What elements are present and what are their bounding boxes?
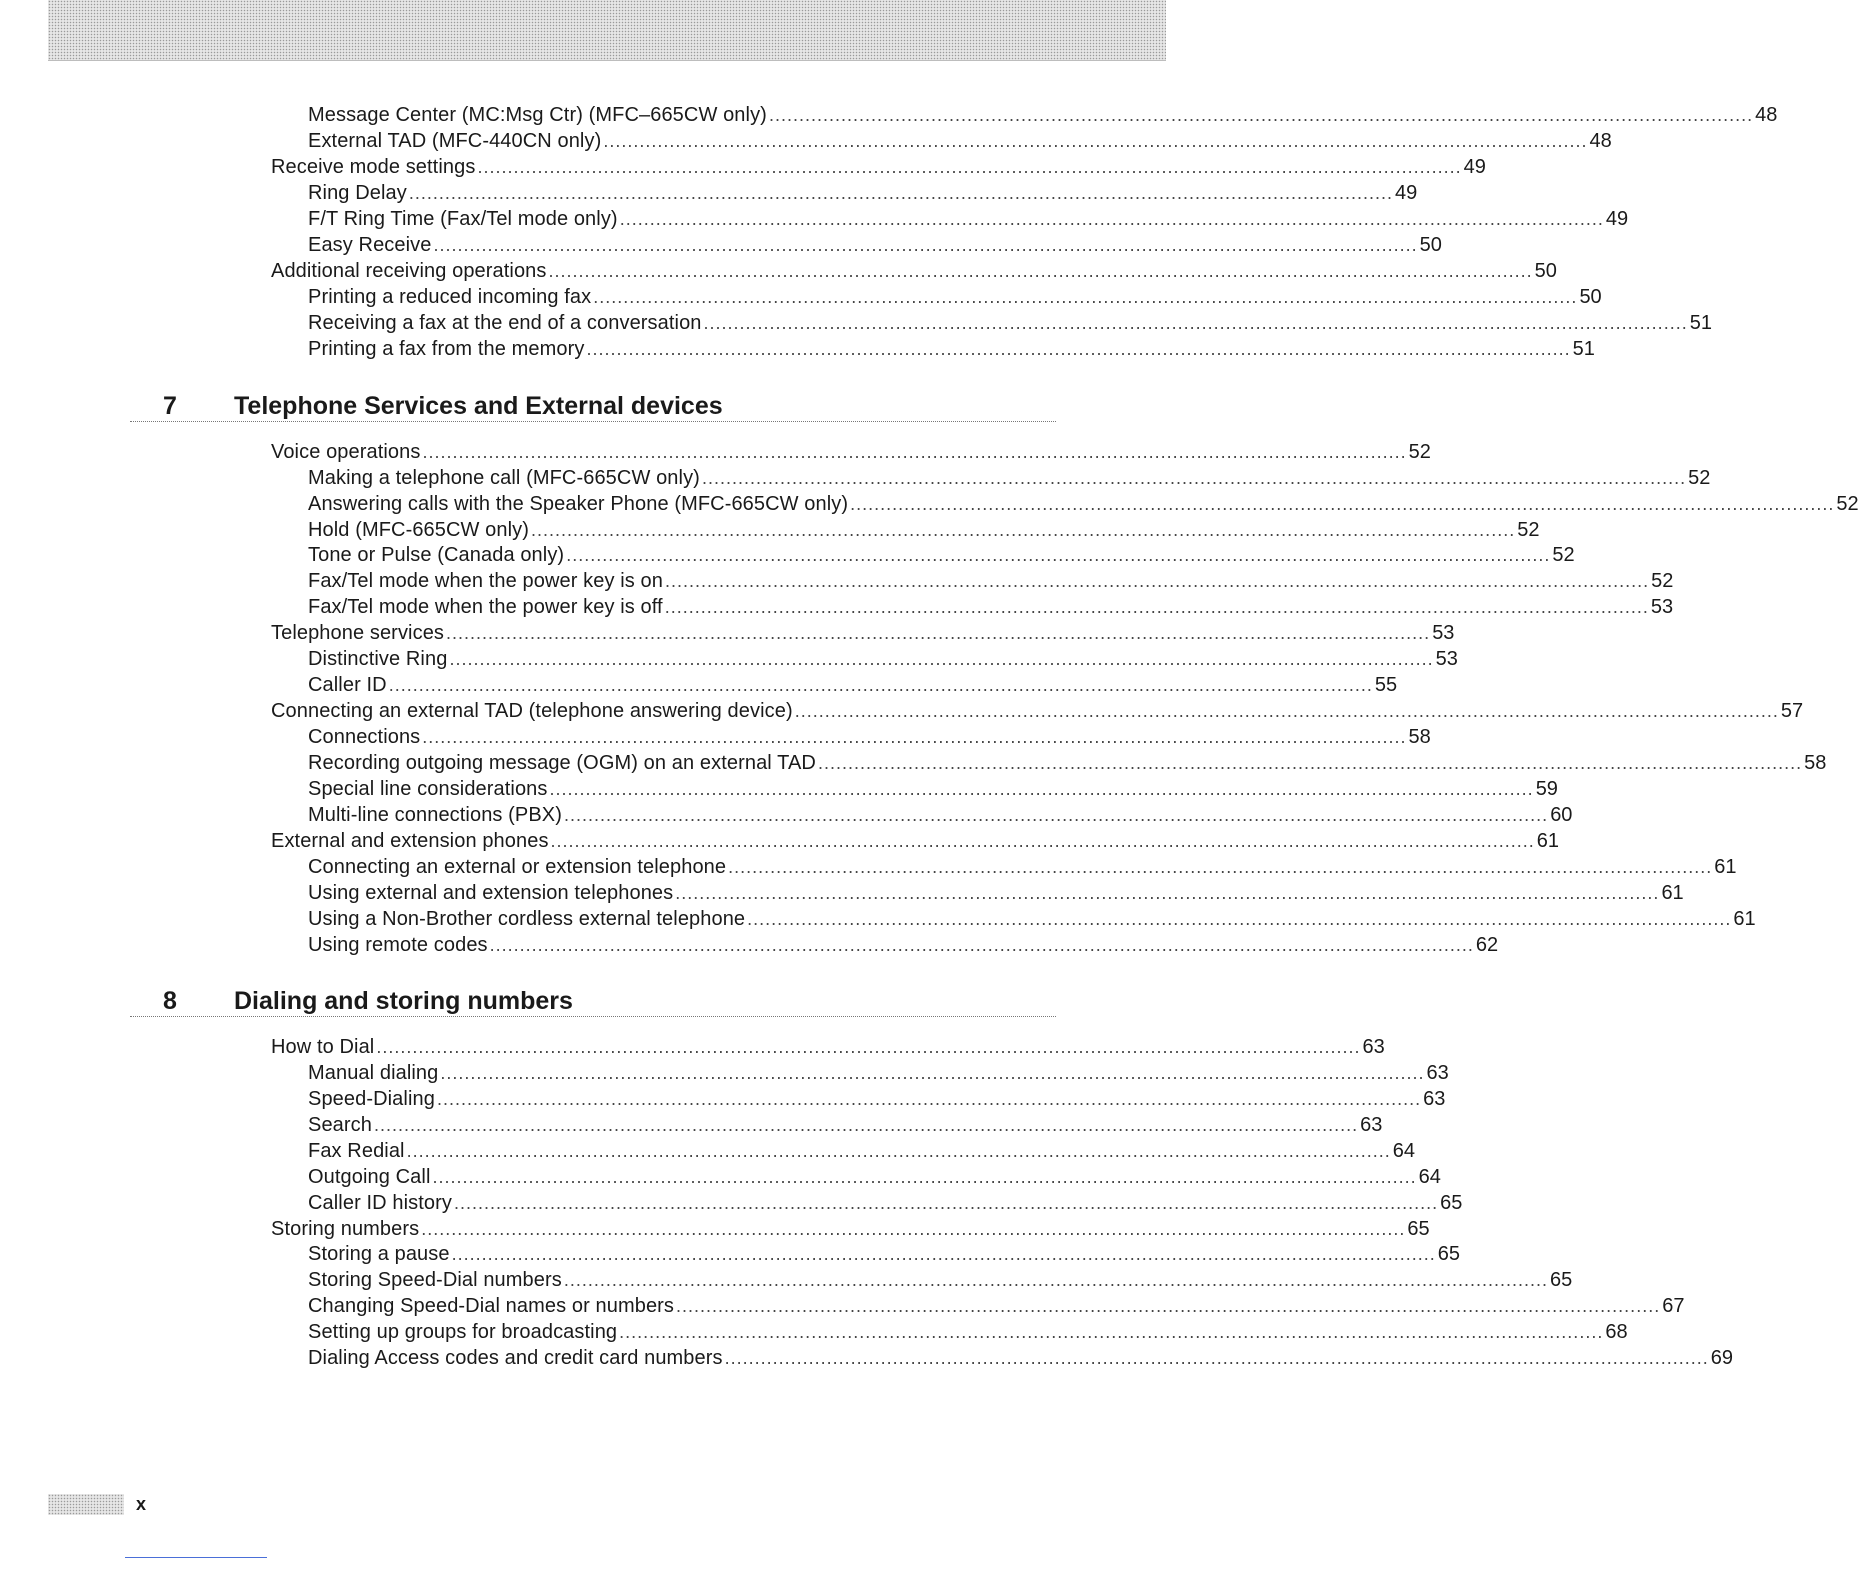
toc-entry[interactable] <box>271 1216 1430 1242</box>
dot-leader: .................................................................................................................................................................... <box>449 649 1434 669</box>
toc-entry[interactable] <box>308 1138 1416 1164</box>
dot-leader: .................................................................................................................................................................... <box>531 520 1516 540</box>
toc-entry-label: Easy Receive <box>308 234 432 256</box>
toc-entry-label: External TAD (MFC-440CN only) <box>308 130 602 152</box>
dot-leader: .................................................................................................................................................................... <box>701 468 1687 488</box>
toc-entry-label: Multi-line connections (PBX) <box>308 804 563 826</box>
toc-entry-page: 58 <box>1804 752 1827 774</box>
dot-leader: .................................................................................................................................................................... <box>603 131 1588 151</box>
toc-entry-page: 68 <box>1605 1321 1628 1343</box>
dot-leader: .................................................................................................................................................................... <box>850 494 1835 514</box>
toc-entry-page: 65 <box>1407 1218 1430 1240</box>
toc-entry-label: Voice operations <box>271 441 421 463</box>
dot-leader: .................................................................................................................................................................... <box>549 779 1534 799</box>
toc-entry-label: Hold (MFC-665CW only) <box>308 519 530 541</box>
toc-entry-label: Telephone services <box>271 622 445 644</box>
dot-leader: .................................................................................................................................................................... <box>563 1270 1549 1290</box>
toc-entry[interactable] <box>308 1345 1734 1371</box>
toc-entry-page: 57 <box>1780 700 1804 722</box>
toc-entry-page: 49 <box>1395 182 1418 204</box>
toc-entry[interactable] <box>308 1319 1628 1345</box>
toc-entry-page: 61 <box>1536 830 1559 852</box>
toc-entry-page: 48 <box>1755 104 1778 126</box>
toc-entry-label: Connecting an external TAD (telephone answering device) <box>271 700 793 722</box>
dot-leader: .................................................................................................................................................................... <box>675 883 1660 903</box>
dot-leader: .................................................................................................................................................................... <box>665 571 1650 591</box>
toc-entry-page: 65 <box>1550 1269 1573 1291</box>
toc-entry-label: Storing a pause <box>308 1243 450 1265</box>
toc-entry-page: 63 <box>1362 1036 1385 1058</box>
toc-entry[interactable] <box>308 776 1558 802</box>
toc-entry[interactable] <box>308 672 1398 698</box>
toc-entry-page: 60 <box>1550 804 1573 826</box>
toc-entry[interactable] <box>308 1267 1573 1293</box>
toc-entry-label: Printing a fax from the memory <box>308 338 585 360</box>
dot-leader: .................................................................................................................................................................... <box>593 287 1578 307</box>
toc-entry[interactable] <box>308 646 1458 672</box>
toc-entry-page: 53 <box>1432 622 1455 644</box>
toc-entry-page: 52 <box>1517 519 1540 541</box>
toc-entry[interactable] <box>308 1241 1461 1267</box>
dot-leader: .................................................................................................................................................................... <box>724 1348 1709 1368</box>
dot-leader: .................................................................................................................................................................... <box>564 805 1549 825</box>
toc-entry[interactable] <box>271 698 1804 724</box>
toc-entry-page: 49 <box>1463 156 1486 178</box>
dot-leader: .................................................................................................................................................................... <box>436 1089 1422 1109</box>
toc-entry-page: 63 <box>1423 1088 1446 1110</box>
toc-entry-page: 59 <box>1535 778 1558 800</box>
toc-entry-label: Storing Speed-Dial numbers <box>308 1269 562 1291</box>
toc-entry-label: Using remote codes <box>308 934 488 956</box>
toc-entry[interactable] <box>308 542 1575 568</box>
toc-entry-page: 52 <box>1836 493 1859 515</box>
toc-entry[interactable] <box>308 232 1442 258</box>
chapter-heading[interactable] <box>130 391 1056 422</box>
toc-entry-page: 50 <box>1534 260 1557 282</box>
dot-leader: .................................................................................................................................................................... <box>440 1063 1425 1083</box>
toc-entry[interactable] <box>308 336 1595 362</box>
toc-entry[interactable] <box>308 854 1737 880</box>
toc-entry-label: Storing numbers <box>271 1218 420 1240</box>
toc-entry-page: 51 <box>1689 312 1712 334</box>
toc-entry-label: Speed-Dialing <box>308 1088 435 1110</box>
dot-leader: .................................................................................................................................................................... <box>728 857 1713 877</box>
toc-entry-label: Dialing Access codes and credit card numbers <box>308 1347 723 1369</box>
toc-entry-page: 53 <box>1435 648 1458 670</box>
toc-entry-label: Connecting an external or extension telephone <box>308 856 727 878</box>
toc-entry-label: Receive mode settings <box>271 156 476 178</box>
toc-entry[interactable] <box>308 1164 1441 1190</box>
dot-leader: .................................................................................................................................................................... <box>664 597 1649 617</box>
dot-leader: .................................................................................................................................................................... <box>373 1115 1359 1135</box>
toc-entry[interactable] <box>308 1293 1685 1319</box>
toc-entry-page: 64 <box>1418 1166 1441 1188</box>
toc-entry[interactable] <box>271 828 1559 854</box>
toc-entry-label: Fax/Tel mode when the power key is off <box>308 596 663 618</box>
toc-entry[interactable] <box>271 258 1557 284</box>
dot-leader: .................................................................................................................................................................... <box>619 1322 1604 1342</box>
toc-entry[interactable] <box>308 906 1756 932</box>
toc-entry-page: 69 <box>1710 1347 1734 1369</box>
toc-entry[interactable] <box>308 206 1629 232</box>
dot-leader: .................................................................................................................................................................... <box>453 1193 1439 1213</box>
chapter-title: Dialing and storing numbers <box>234 987 573 1015</box>
dot-leader: .................................................................................................................................................................... <box>406 1141 1391 1161</box>
toc-entry[interactable] <box>308 128 1612 154</box>
toc-entry[interactable] <box>308 880 1684 906</box>
toc-entry-label: Connections <box>308 726 421 748</box>
dot-leader: .................................................................................................................................................................... <box>433 235 1418 255</box>
toc-entry-label: Receiving a fax at the end of a conversation <box>308 312 702 334</box>
toc-entry-page: 49 <box>1605 208 1629 230</box>
dot-leader: .................................................................................................................................................................... <box>548 261 1533 281</box>
toc-entry[interactable] <box>308 802 1573 828</box>
toc-entry[interactable] <box>271 1034 1385 1060</box>
header-pattern-band <box>48 0 1166 61</box>
toc-entry[interactable] <box>308 1112 1383 1138</box>
dot-leader: .................................................................................................................................................................... <box>421 1219 1406 1239</box>
toc-entry-label: External and extension phones <box>271 830 549 852</box>
toc-entry[interactable] <box>308 1190 1463 1216</box>
dot-leader: .................................................................................................................................................................... <box>703 313 1688 333</box>
toc-entry[interactable] <box>308 568 1674 594</box>
toc-entry-page: 50 <box>1419 234 1442 256</box>
toc-entry[interactable] <box>308 750 1827 776</box>
toc-entry-page: 63 <box>1360 1114 1383 1136</box>
dot-leader: .................................................................................................................................................................... <box>747 909 1732 929</box>
dot-leader: .................................................................................................................................................................... <box>376 1037 1361 1057</box>
toc-entry-page: 50 <box>1579 286 1602 308</box>
dot-leader: .................................................................................................................................................................... <box>619 209 1604 229</box>
dot-leader: .................................................................................................................................................................... <box>794 701 1779 721</box>
dot-leader: .................................................................................................................................................................... <box>477 157 1462 177</box>
toc-entry-label: Additional receiving operations <box>271 260 547 282</box>
toc-entry-label: F/T Ring Time (Fax/Tel mode only) <box>308 208 618 230</box>
dot-leader: .................................................................................................................................................................... <box>446 623 1431 643</box>
dot-leader: .................................................................................................................................................................... <box>566 545 1551 565</box>
toc-entry-label: Ring Delay <box>308 182 407 204</box>
toc-entry-page: 65 <box>1440 1192 1463 1214</box>
dot-leader: .................................................................................................................................................................... <box>586 339 1571 359</box>
toc-entry[interactable] <box>308 180 1418 206</box>
toc-entry-label: Caller ID <box>308 674 387 696</box>
toc-entry-page: 48 <box>1589 130 1612 152</box>
toc-entry-page: 55 <box>1374 674 1398 696</box>
toc-entry-page: 61 <box>1661 882 1684 904</box>
toc-entry[interactable] <box>308 1060 1449 1086</box>
toc-entry-label: Special line considerations <box>308 778 548 800</box>
footer-pattern-block <box>48 1494 124 1515</box>
toc-entry-label: Tone or Pulse (Canada only) <box>308 544 565 566</box>
toc-entry-page: 65 <box>1437 1243 1461 1265</box>
toc-entry[interactable] <box>308 284 1602 310</box>
toc-entry[interactable] <box>308 491 1859 517</box>
toc-entry-page: 64 <box>1392 1140 1416 1162</box>
chapter-title: Telephone Services and External devices <box>234 392 723 420</box>
toc-entry[interactable] <box>308 310 1712 336</box>
toc-entry-label: Outgoing Call <box>308 1166 431 1188</box>
toc-entry[interactable] <box>308 102 1778 128</box>
toc-entry-page: 52 <box>1408 441 1431 463</box>
toc-entry[interactable] <box>271 439 1431 465</box>
chapter-number: 8 <box>163 987 177 1015</box>
toc-entry-label: Setting up groups for broadcasting <box>308 1321 618 1343</box>
footer-rule <box>125 1557 267 1558</box>
toc-entry-page: 52 <box>1552 544 1575 566</box>
dot-leader: .................................................................................................................................................................... <box>489 935 1474 955</box>
page-number: x <box>136 1494 147 1514</box>
toc-entry-label: Changing Speed-Dial names or numbers <box>308 1295 675 1317</box>
toc-entry-label: Answering calls with the Speaker Phone (MFC-665CW only) <box>308 493 849 515</box>
toc-entry-page: 61 <box>1714 856 1737 878</box>
toc-entry[interactable] <box>308 932 1499 958</box>
dot-leader: .................................................................................................................................................................... <box>422 442 1407 462</box>
toc-entry-page: 51 <box>1572 338 1595 360</box>
toc-entry-label: Using external and extension telephones <box>308 882 674 904</box>
toc-entry-page: 52 <box>1651 570 1674 592</box>
toc-entry-label: Manual dialing <box>308 1062 439 1084</box>
toc-entry-label: Caller ID history <box>308 1192 452 1214</box>
toc-entry[interactable] <box>308 1086 1446 1112</box>
toc-entry[interactable] <box>271 620 1455 646</box>
toc-entry[interactable] <box>308 517 1540 543</box>
toc-entry-label: Fax/Tel mode when the power key is on <box>308 570 663 592</box>
dot-leader: .................................................................................................................................................................... <box>768 105 1754 125</box>
dot-leader: .................................................................................................................................................................... <box>676 1296 1661 1316</box>
toc-entry-page: 67 <box>1662 1295 1685 1317</box>
toc-entry-page: 53 <box>1650 596 1674 618</box>
chapter-heading[interactable] <box>130 986 1056 1017</box>
dot-leader: .................................................................................................................................................................... <box>432 1167 1417 1187</box>
dot-leader: .................................................................................................................................................................... <box>408 183 1393 203</box>
toc-entry-label: Printing a reduced incoming fax <box>308 286 592 308</box>
toc-entry-label: Fax Redial <box>308 1140 405 1162</box>
toc-entry-label: Recording outgoing message (OGM) on an external TAD <box>308 752 816 774</box>
toc-entry-label: Using a Non-Brother cordless external telephone <box>308 908 746 930</box>
chapter-number: 7 <box>163 392 177 420</box>
toc-entry[interactable] <box>308 594 1674 620</box>
toc-entry-label: Distinctive Ring <box>308 648 448 670</box>
toc-entry-page: 63 <box>1426 1062 1449 1084</box>
toc-entry-page: 61 <box>1733 908 1756 930</box>
toc-entry-page: 58 <box>1408 726 1431 748</box>
toc-entry-label: Message Center (MC:Msg Ctr) (MFC–665CW only) <box>308 104 767 126</box>
dot-leader: .................................................................................................................................................................... <box>817 753 1803 773</box>
toc-entry-label: How to Dial <box>271 1036 375 1058</box>
toc-entry[interactable] <box>308 465 1711 491</box>
toc-entry-label: Making a telephone call (MFC-665CW only) <box>308 467 700 489</box>
toc-entry[interactable] <box>308 724 1431 750</box>
dot-leader: .................................................................................................................................................................... <box>550 831 1535 851</box>
dot-leader: .................................................................................................................................................................... <box>388 675 1373 695</box>
dot-leader: .................................................................................................................................................................... <box>451 1244 1436 1264</box>
toc-entry[interactable] <box>271 154 1486 180</box>
toc-entry-label: Search <box>308 1114 372 1136</box>
toc-entry-page: 62 <box>1475 934 1499 956</box>
toc-entry-page: 52 <box>1688 467 1711 489</box>
dot-leader: .................................................................................................................................................................... <box>422 727 1407 747</box>
